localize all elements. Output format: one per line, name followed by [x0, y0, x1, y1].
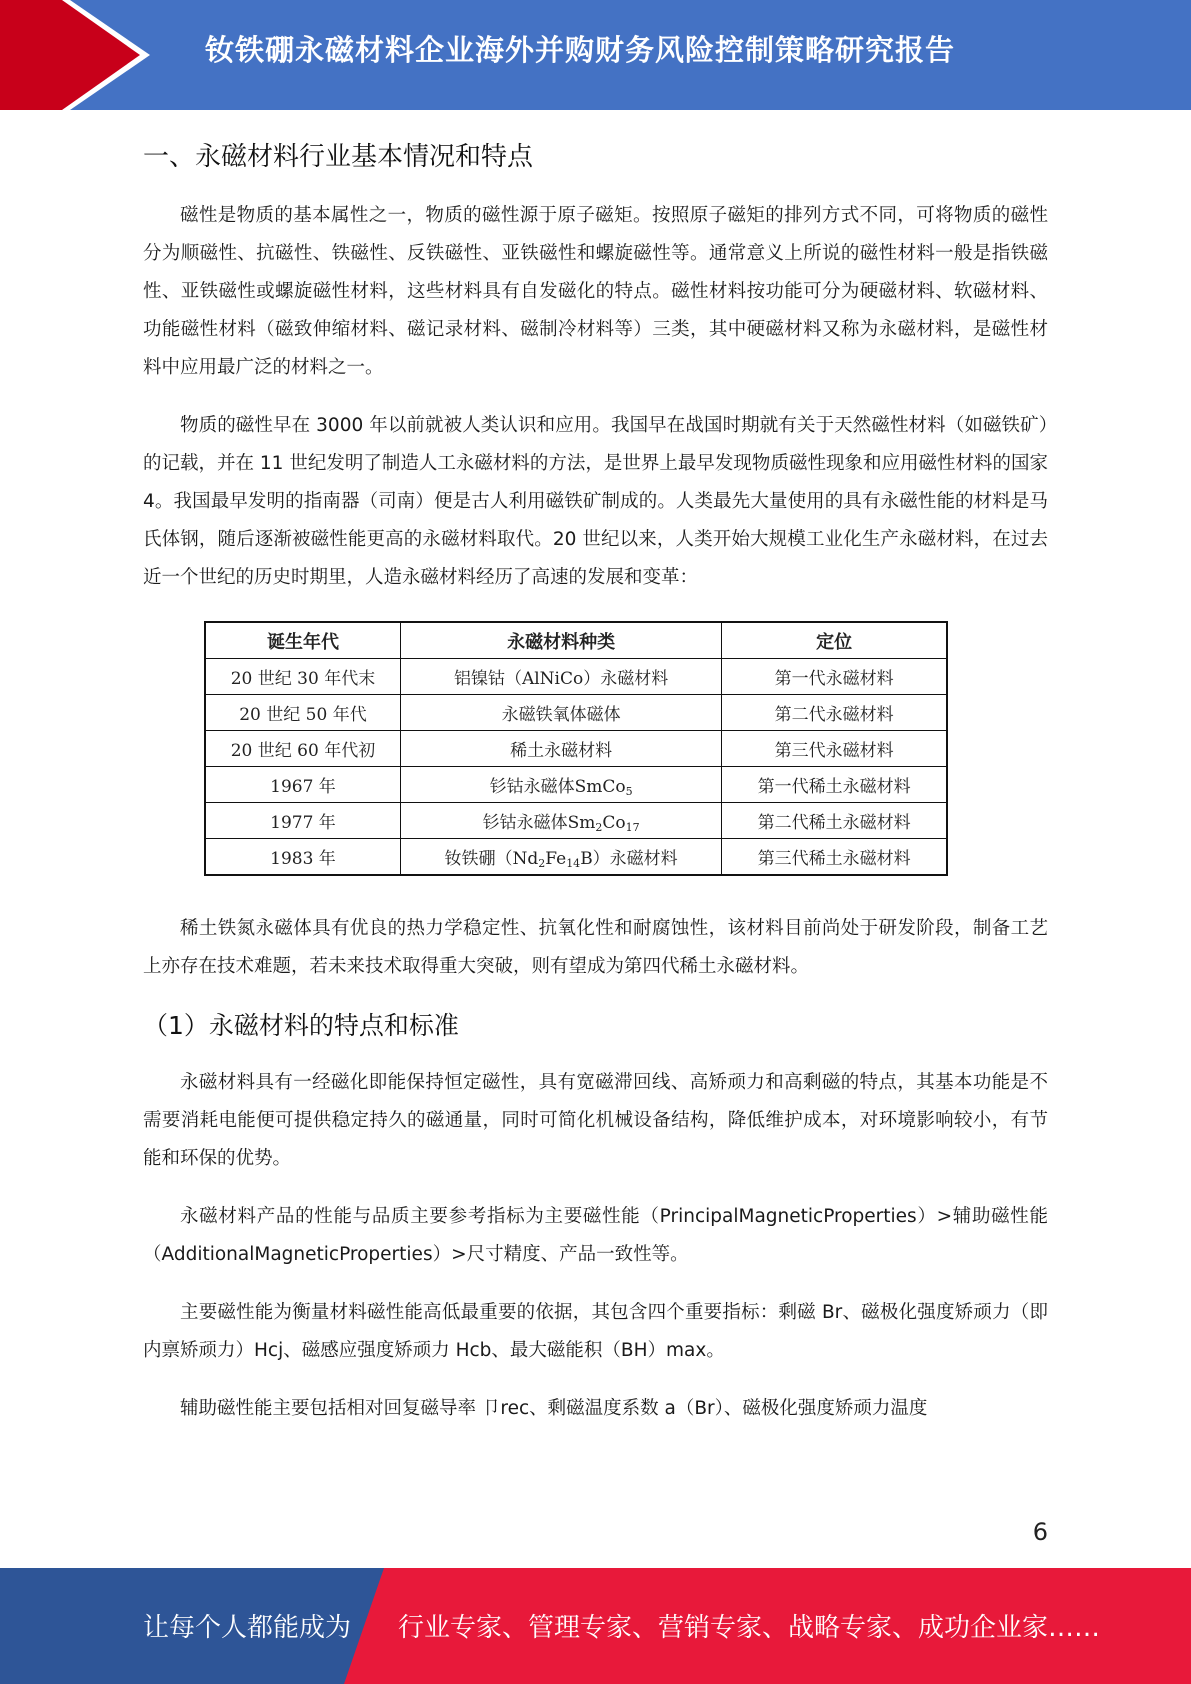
table-row	[205, 839, 947, 876]
cell-position: 第二代永磁材料	[722, 695, 947, 731]
page-footer	[0, 1568, 1191, 1684]
cell-position: 第三代稀土永磁材料	[722, 839, 947, 876]
cell-era: 1967 年	[205, 767, 400, 803]
header-chevron	[0, 0, 140, 110]
table-row	[205, 767, 947, 803]
table-row	[205, 803, 947, 839]
footer-slogan-right: 行业专家、管理专家、营销专家、战略专家、成功企业家……	[398, 1613, 1101, 1643]
page-header	[0, 0, 1191, 110]
history-table	[204, 621, 948, 876]
cell-type: 钕铁硼$(Nd_2Fe_{14}B)$永磁材料	[400, 839, 721, 876]
paragraph: 主要磁性能为衡量材料磁性能高低最重要的依据，其包含四个重要指标：剩磁 Br、磁极化强度矫顽力（即内禀矫顽力）Hcj、磁感应强度矫顽力 Hcb、最大磁能积（BH）max。	[143, 1302, 1048, 1361]
cell-position: 第一代稀土永磁材料	[722, 767, 947, 803]
cell-era: 20 世纪 60 年代初	[205, 731, 400, 767]
cell-type: 钐钴永磁体$Sm_2Co_{17}$	[400, 803, 721, 839]
table-row	[205, 731, 947, 767]
paragraph: 磁性是物质的基本属性之一，物质的磁性源于原子磁矩。按照原子磁矩的排列方式不同，可将物质的磁性分为顺磁性、抗磁性、铁磁性、反铁磁性、亚铁磁性和螺旋磁性等。通常意义上所说的磁性材料一般是指铁磁性、亚铁磁性或螺旋磁性材料，这些材料具有自发磁化的特点。磁性材料按功能可分为硬磁材料、软磁材料、功能磁性材料（磁致伸缩材料、磁记录材料、磁制冷材料等）三类，其中硬磁材料又称为永磁材料，是磁性材料中应用最广泛的材料之一。	[143, 205, 1048, 378]
subsection-heading: （1）永磁材料的特点和标准	[143, 1011, 459, 1040]
table-row	[205, 695, 947, 731]
cell-type: 永磁铁氧体磁体	[400, 695, 721, 731]
paragraph: 物质的磁性早在 3000 年以前就被人类认识和应用。我国早在战国时期就有关于天然磁性材料（如磁铁矿）的记载，并在 11 世纪发明了制造人工永磁材料的方法，是世界上最早发现物质磁性现象和应用磁性材料的国家 4。我国最早发明的指南器（司南）便是古人利用磁铁矿制成的。人类最先大量使用的具有永磁性能的材料是马氏体钢，随后逐渐被磁性能更高的永磁材料取代。20 世纪以来，人类开始大规模工业化生产永磁材料，在过去近一个世纪的历史时期里，人造永磁材料经历了高速的发展和变革：	[143, 415, 1048, 588]
footer-slogan-left: 让每个人都能成为	[143, 1613, 352, 1643]
section-heading: 一、永磁材料行业基本情况和特点	[143, 142, 534, 172]
cell-era: 1977 年	[205, 803, 400, 839]
paragraph: 稀土铁氮永磁体具有优良的热力学稳定性、抗氧化性和耐腐蚀性，该材料目前尚处于研发阶段，制备工艺上亦存在技术难题，若未来技术取得重大突破，则有望成为第四代稀土永磁材料。	[143, 918, 1048, 977]
cell-type: 钐钴永磁体SmCo$_5$	[400, 767, 721, 803]
cell-era: 20 世纪 30 年代末	[205, 659, 400, 695]
cell-position: 第二代稀土永磁材料	[722, 803, 947, 839]
cell-position: 第一代永磁材料	[722, 659, 947, 695]
cell-type: 稀土永磁材料	[400, 731, 721, 767]
report-title: 钕铁硼永磁材料企业海外并购财务风险控制策略研究报告	[205, 33, 956, 67]
cell-position: 第三代永磁材料	[722, 731, 947, 767]
table-row	[205, 659, 947, 695]
paragraph: 永磁材料产品的性能与品质主要参考指标为主要磁性能（PrincipalMagneticProperties）>辅助磁性能（AdditionalMagneticProperties）>尺寸精度、产品一致性等。	[143, 1206, 1048, 1265]
cell-era: 1983 年	[205, 839, 400, 876]
paragraph: 永磁材料具有一经磁化即能保持恒定磁性，具有宽磁滞回线、高矫顽力和高剩磁的特点，其基本功能是不需要消耗电能便可提供稳定持久的磁通量，同时可简化机械设备结构，降低维护成本，对环境影响较小，有节能和环保的优势。	[143, 1072, 1048, 1169]
table-header-position: 定位	[722, 622, 947, 659]
page-number: 6	[1032, 1518, 1048, 1546]
page-content	[143, 118, 1048, 1448]
paragraph: 辅助磁性能主要包括相对回复磁导率 卩rec、剩磁温度系数 a（Br）、磁极化强度矫顽力温度	[180, 1398, 928, 1419]
cell-type: 铝镍钴（AlNiCo）永磁材料	[400, 659, 721, 695]
table-header-era: 诞生年代	[205, 622, 400, 659]
table-header-row	[205, 622, 947, 659]
table-header-type: 永磁材料种类	[400, 622, 721, 659]
cell-era: 20 世纪 50 年代	[205, 695, 400, 731]
